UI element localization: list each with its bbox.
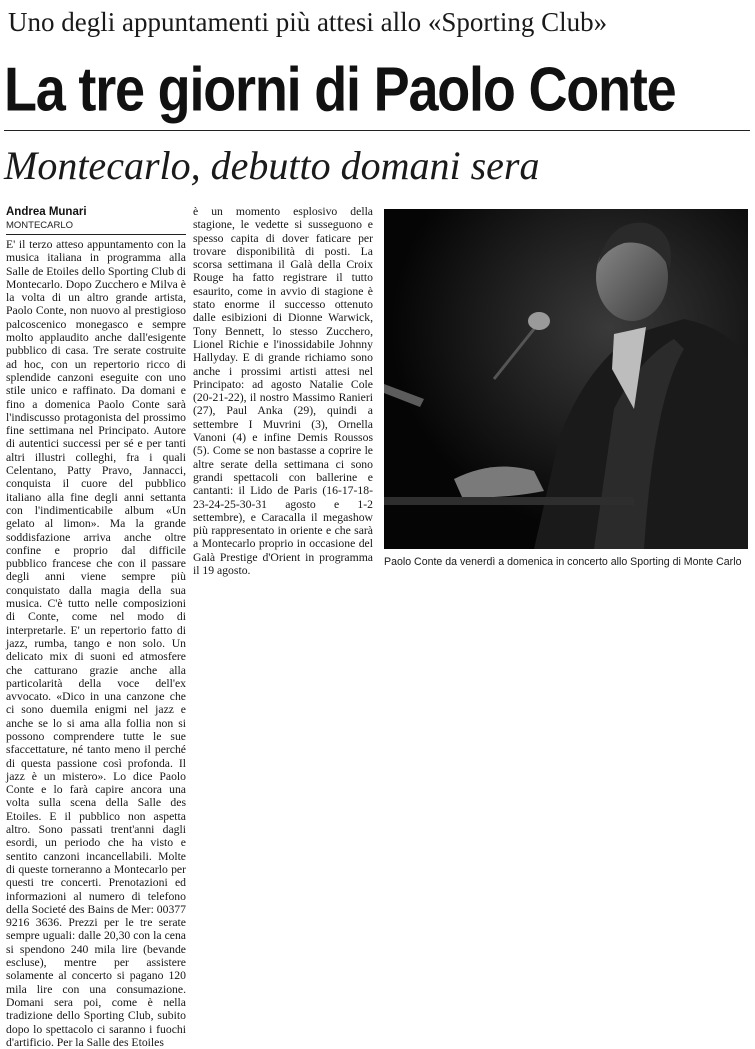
byline-place: MONTECARLO (6, 220, 186, 235)
subheadline: Montecarlo, debutto domani sera (4, 143, 540, 188)
article-text-1: E' il terzo atteso appuntamento con la musica italiana in programma alla Salle de Etoiles dello Sporting Club di Montecarlo. Dopo Zucchero e Milva è la volta di un altro grande artista, Paolo Conte, non nuovo al prestigioso palcoscenico monegasco e sempre molto applaudito anche dall'esigente pubblico di casa. Tre serate costruite ad hoc, con un repertorio ricco di splendide canzoni eseguite con uno stile unico e raffinato. Da domani e fino a domenica Paolo Conte sarà l'indiscusso protagonista del prossimo fine settimana nel Principato. Autore di autentici successi per sé e per tanti altri illustri colleghi, fra i quali Celentano, Patty Pravo, Jannacci, conquista il cuore del pubblico italiano alla fine degli anni settanta con l'indimenticabile album «Un gelato al limon». Ma la grande soddisfazione arriva anche oltre confine e proprio dal difficile pubblico francese che con il passare degli anni viene sempre più conquistato dalla magia della sua musica. C'è tutto nelle composizioni di Conte, come nel modo di interpretarle. E' un repertorio fatto di jazz, rumba, tango e non solo. Un delicato mix di suoni ed atmosfere che catturano grazie anche alla particolarità della voce dell'ex avvocato. «Dico in una canzone che ci sono duemila enigmi nel jazz e anche se lo si ama alla follia non si possono comprendere tutte le sue sfaccettature, né tanto meno il perché di questa passione così profonda. Il jazz è un mistero». Lo dice Paolo Conte e lo farà capire ancora una volta sulla scena della Salle des Etoiles. E il pubblico non aspetta altro. Sono passati trent'anni dagli esordi, un periodo che ha visto e sentito canzoni incancellabili. Molte di queste torneranno a Montecarlo per questi tre concerti. Prenotazioni ed informazioni al numero di telefono della Societé des Bains de Mer: 00377 9216 3636. Prezzi per le tre serate sempre uguali: dalle 20,30 con la cena si spendono 240 mila lire (bevande escluse), mentre per assistere solamente al concerto si pagano 120 mila lire con una consumazione. Domani sera poi, come è nella tradizione dello Sporting Club, subito dopo lo spettacolo ci saranno i fuochi d'artificio. Per la Salle des Etoiles (6, 238, 186, 1049)
article-column-1 (6, 238, 186, 1049)
byline-author: Andrea Munari (6, 206, 87, 218)
article-column-2 (193, 205, 373, 577)
article-text-2: è un momento esplosivo della stagione, le vedette si susseguono e spesso capita di dover faticare per trovare disponibilità di posti. La scorsa settimana il Galà della Croix Rouge ha fatto registrare il tutto esaurito, come in avvio di stagione è stato enorme il successo ottenuto dalle esibizioni di Dionne Warwick, Tony Bennett, lo stesso Zucchero, Lionel Richie e l'inossidabile Johnny Hallyday. E di grande richiamo sono anche i prossimi artisti attesi nel Principato: ad agosto Natalie Cole (20-21-22), il nostro Massimo Ranieri (27), Paul Anka (29), quindi a settembre I Muvrini (3), Ornella Vanoni (4) e infine Demis Roussos (5). Come se non bastasse a coprire le altre serate della settimana ci sono grandi spettacoli con ballerine e cantanti: il Lido de Paris (16-17-18-23-24-25-30-31 agosto e 1-2 settembre), e Caracalla il megashow più rappresentato in oriente e che sarà a Montecarlo proprio in occasione del Galà Prestige d'Orient in programma il 19 agosto. (193, 205, 373, 578)
headline: La tre giorni di Paolo Conte (4, 55, 676, 125)
photo-caption: Paolo Conte da venerdì a domenica in concerto allo Sporting di Monte Carlo (384, 556, 742, 568)
singer-image (384, 209, 748, 549)
concert-photo (384, 209, 748, 549)
headline-rule (4, 130, 750, 131)
kicker: Uno degli appuntamenti più attesi allo «Sporting Club» (8, 7, 608, 37)
